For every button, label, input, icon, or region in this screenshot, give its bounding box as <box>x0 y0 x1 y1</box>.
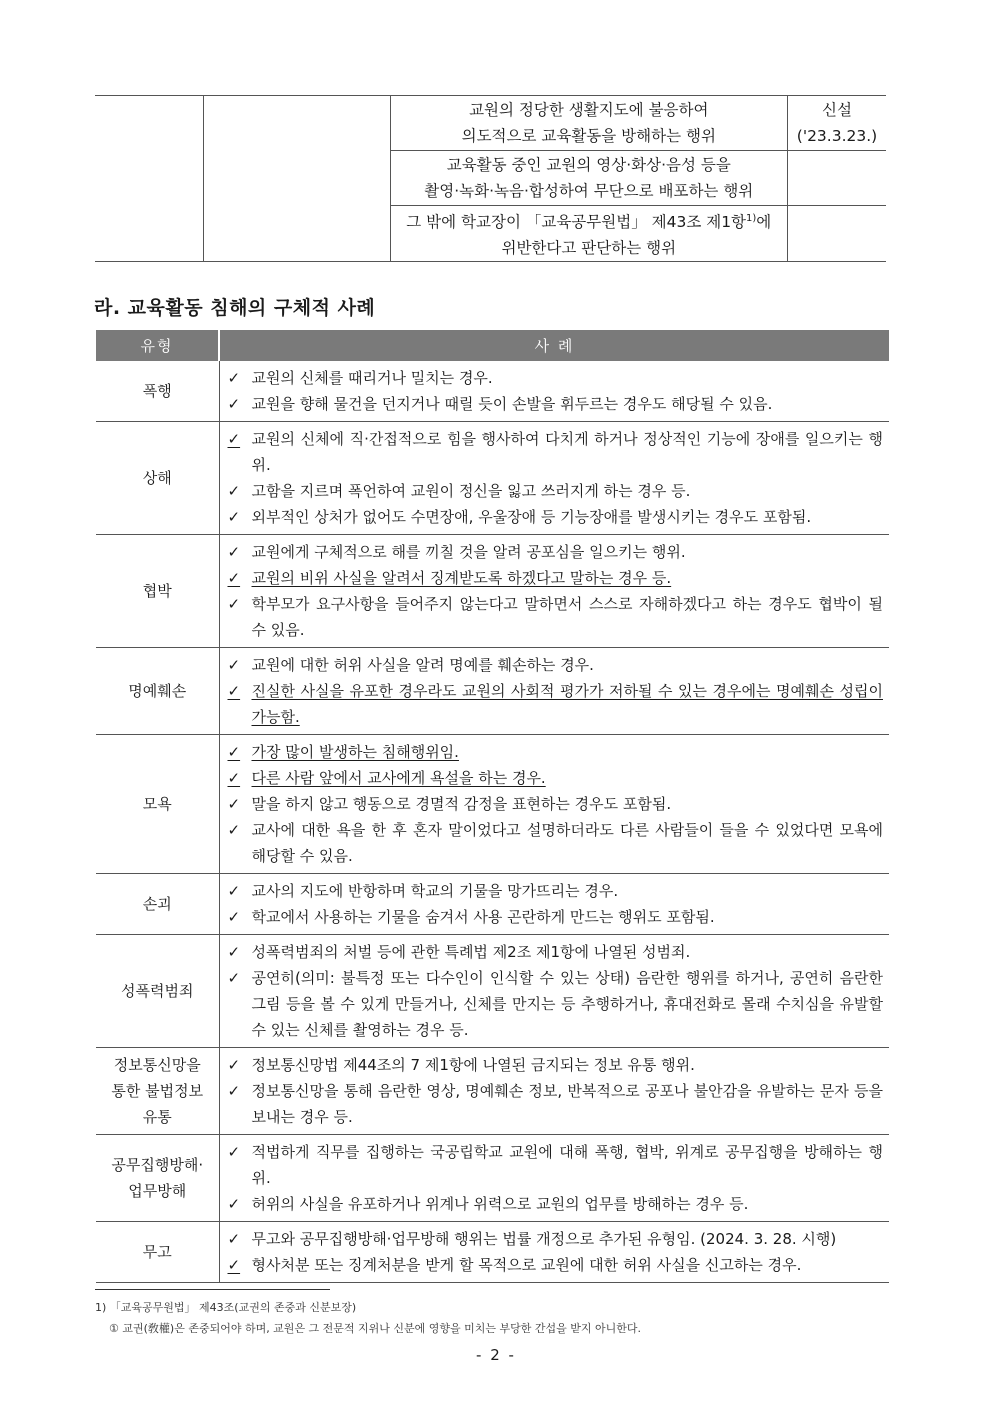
type-cell: 모욕 <box>96 735 219 874</box>
list-item: ✓ 허위의 사실을 유포하거나 위계나 위력으로 교원의 업무를 방해하는 경우 등. <box>228 1191 884 1217</box>
check-icon: ✓ <box>227 908 241 926</box>
table-row <box>96 874 889 935</box>
check-icon: ✓ <box>227 682 241 700</box>
list-item: ✓ 정보통신망을 통해 음란한 영상, 명예훼손 정보, 반복적으로 공포나 불안감을 유발하는 문자 등을 보내는 경우 등. <box>228 1078 884 1130</box>
check-icon: ✓ <box>227 743 241 761</box>
list-item: ✓ 외부적인 상처가 없어도 수면장애, 우울장애 등 기능장애를 발생시키는 경우도 포함됨. <box>228 504 884 530</box>
check-icon: ✓ <box>227 882 241 900</box>
cases-cell <box>219 648 889 735</box>
check-icon: ✓ <box>227 969 241 987</box>
check-icon: ✓ <box>227 595 241 613</box>
check-icon: ✓ <box>227 508 241 526</box>
list-item: ✓ 다른 사람 앞에서 교사에게 욕설을 하는 경우. <box>228 765 884 791</box>
behavior-cell <box>390 151 787 206</box>
note-cell <box>788 96 887 151</box>
cases-cell <box>219 1135 889 1222</box>
note-cell <box>788 151 887 206</box>
check-icon: ✓ <box>227 1230 241 1248</box>
type-cell: 상해 <box>96 422 219 535</box>
check-icon: ✓ <box>227 1056 241 1074</box>
note-cell <box>788 206 887 262</box>
footnote-line: 1) 「교육공무원법」 제43조(교권의 존중과 신분보장) <box>95 1301 357 1314</box>
table-row <box>95 96 886 151</box>
list-item: ✓ 형사처분 또는 징계처분을 받게 할 목적으로 교원에 대한 허위 사실을 신고하는 경우. <box>228 1252 884 1278</box>
list-item: ✓ 교원에게 구체적으로 해를 끼칠 것을 알려 공포심을 일으키는 행위. <box>228 539 884 565</box>
check-icon: ✓ <box>227 1082 241 1100</box>
check-icon: ✓ <box>227 821 241 839</box>
footnote-divider <box>95 1289 330 1290</box>
list-item: ✓ 교원의 비위 사실을 알려서 징계받도록 하겠다고 말하는 경우 등. <box>228 565 884 591</box>
list-item: ✓ 말을 하지 않고 행동으로 경멸적 감정을 표현하는 경우도 포함됨. <box>228 791 884 817</box>
footnote <box>95 1297 641 1339</box>
check-icon: ✓ <box>227 543 241 561</box>
page-number: - 2 - <box>476 1346 516 1364</box>
note-line: ('23.3.23.) <box>796 127 878 145</box>
behavior-cell <box>390 96 787 151</box>
cases-cell <box>219 735 889 874</box>
check-icon: ✓ <box>227 395 241 413</box>
table-row <box>96 648 889 735</box>
check-icon: ✓ <box>227 1143 241 1161</box>
list-item: ✓ 교원을 향해 물건을 던지거나 때릴 듯이 손발을 휘두르는 경우도 해당될 수 있음. <box>228 391 884 417</box>
check-icon: ✓ <box>227 569 241 587</box>
behavior-line: 교원의 정당한 생활지도에 불응하여 <box>469 101 709 119</box>
type-cell: 무고 <box>96 1222 219 1283</box>
table-row <box>96 935 889 1048</box>
check-icon: ✓ <box>227 795 241 813</box>
list-item: ✓ 정보통신망법 제44조의 7 제1항에 나열된 금지되는 정보 유통 행위. <box>228 1052 884 1078</box>
table-row <box>96 1048 889 1135</box>
type-cell: 성폭력범죄 <box>96 935 219 1048</box>
empty-cell <box>95 96 203 262</box>
behavior-line: 교육활동 중인 교원의 영상·화상·음성 등을 <box>446 156 731 174</box>
check-icon: ✓ <box>227 943 241 961</box>
list-item: ✓ 교사에 대한 욕을 한 후 혼자 말이었다고 설명하더라도 다른 사람들이 들을 수 있었다면 모욕에 해당할 수 있음. <box>228 817 884 869</box>
type-cell: 협박 <box>96 535 219 648</box>
section-heading: 라. 교육활동 침해의 구체적 사례 <box>94 297 376 319</box>
list-item: ✓ 교사의 지도에 반항하며 학교의 기물을 망가뜨리는 경우. <box>228 878 884 904</box>
behavior-line: 위반한다고 판단하는 행위 <box>501 239 677 258</box>
behavior-cell <box>390 206 787 262</box>
check-icon: ✓ <box>227 482 241 500</box>
list-item: ✓ 가장 많이 발생하는 침해행위임. <box>228 739 884 765</box>
type-cell: 공무집행방해· 업무방해 <box>96 1135 219 1222</box>
table-header-row <box>96 330 889 361</box>
footnote-line: ① 교권(敎權)은 존중되어야 하며, 교원은 그 전문적 지위나 신분에 영향을 미치는 부당한 간섭을 받지 아니한다. <box>109 1322 642 1335</box>
column-header-type: 유형 <box>96 330 219 361</box>
table-row <box>96 735 889 874</box>
list-item: ✓ 공연히(의미: 불특정 또는 다수인이 인식할 수 있는 상태) 음란한 행위를 하거나, 공연히 음란한 그림 등을 볼 수 있게 만들거나, 신체를 만지는 등 추행하거나, 휴대전화로 몰래 수치심을 유발할 수 있는 신체를 촬영하는 경우 등. <box>228 965 884 1043</box>
check-icon: ✓ <box>227 656 241 674</box>
table-row <box>96 1222 889 1283</box>
check-icon: ✓ <box>227 430 241 448</box>
cases-cell <box>219 361 889 422</box>
cases-cell <box>219 935 889 1048</box>
cases-cell <box>219 1048 889 1135</box>
list-item: ✓ 성폭력범죄의 처벌 등에 관한 특례법 제2조 제1항에 나열된 성범죄. <box>228 939 884 965</box>
type-cell: 폭행 <box>96 361 219 422</box>
list-item: ✓ 무고와 공무집행방해·업무방해 행위는 법률 개정으로 추가된 유형임. (2024. 3. 28. 시행) <box>228 1226 884 1252</box>
check-icon: ✓ <box>227 369 241 387</box>
list-item: ✓ 교원의 신체를 때리거나 밀치는 경우. <box>228 365 884 391</box>
behavior-line: 그 밖에 학교장이 「교육공무원법」 제43조 제1항$^{1)}$에 <box>406 213 772 232</box>
cases-cell <box>219 1222 889 1283</box>
empty-cell <box>203 96 390 262</box>
check-icon: ✓ <box>227 769 241 787</box>
list-item: ✓ 고함을 지르며 폭언하여 교원이 정신을 잃고 쓰러지게 하는 경우 등. <box>228 478 884 504</box>
cases-cell <box>219 422 889 535</box>
type-cell: 명예훼손 <box>96 648 219 735</box>
column-header-cases: 사 례 <box>219 330 889 361</box>
table-row <box>96 422 889 535</box>
type-cell: 정보통신망을 통한 불법정보 유통 <box>96 1048 219 1135</box>
behavior-line: 의도적으로 교육활동을 방해하는 행위 <box>461 127 716 145</box>
cases-cell <box>219 874 889 935</box>
list-item: ✓ 적법하게 직무를 집행하는 국공립학교 교원에 대해 폭행, 협박, 위계로 공무집행을 방해하는 행위. <box>228 1139 884 1191</box>
footnote-ref[interactable]: 1) <box>746 213 757 224</box>
cases-table <box>96 330 889 1283</box>
list-item: ✓ 교원의 신체에 직·간접적으로 힘을 행사하여 다치게 하거나 정상적인 기능에 장애를 일으키는 행위. <box>228 426 884 478</box>
table-row <box>96 535 889 648</box>
prior-table <box>95 95 886 262</box>
note-line: 신설 <box>822 101 852 119</box>
check-icon: ✓ <box>227 1195 241 1213</box>
list-item: ✓ 학교에서 사용하는 기물을 숨겨서 사용 곤란하게 만드는 행위도 포함됨. <box>228 904 884 930</box>
cases-cell <box>219 535 889 648</box>
list-item: ✓ 진실한 사실을 유포한 경우라도 교원의 사회적 평가가 저하될 수 있는 경우에는 명예훼손 성립이 가능함. <box>228 678 884 730</box>
type-cell: 손괴 <box>96 874 219 935</box>
behavior-line: 촬영·녹화·녹음·합성하여 무단으로 배포하는 행위 <box>424 182 754 200</box>
list-item: ✓ 교원에 대한 허위 사실을 알려 명예를 훼손하는 경우. <box>228 652 884 678</box>
check-icon: ✓ <box>227 1256 241 1274</box>
table-row <box>96 1135 889 1222</box>
table-row <box>96 361 889 422</box>
list-item: ✓ 학부모가 요구사항을 들어주지 않는다고 말하면서 스스로 자해하겠다고 하는 경우도 협박이 될 수 있음. <box>228 591 884 643</box>
